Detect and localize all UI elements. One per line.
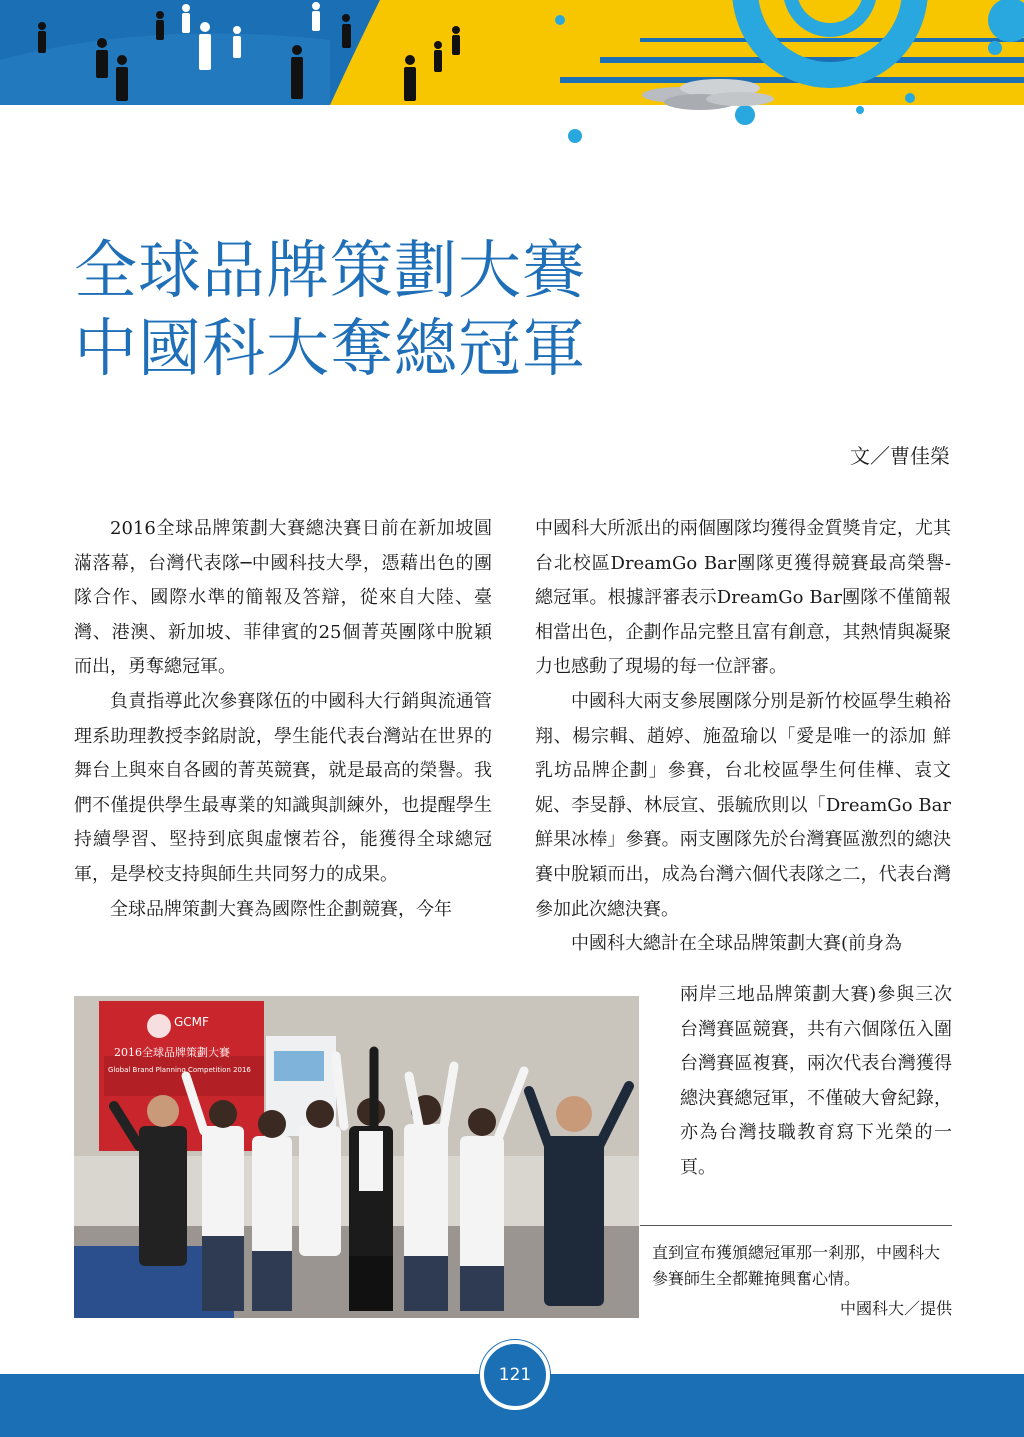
body-column-narrow (680, 978, 952, 1186)
byline: 文／曹佳榮 (850, 444, 950, 468)
title-line-2: 中國科大奪總冠軍 (74, 312, 586, 385)
photo-credit: 中國科大／提供 (839, 1299, 952, 1318)
caption-divider (640, 1225, 952, 1226)
header-banner (0, 0, 1024, 150)
header-graphic (0, 0, 1024, 150)
body-column-left (74, 512, 492, 927)
banner-title-text: 2016全球品牌策劃大賽 (114, 1046, 230, 1059)
article-title (74, 232, 774, 388)
paragraph: 中國科大總計在全球品牌策劃大賽(前身為 (571, 933, 903, 955)
title-line-1: 全球品牌策劃大賽 (74, 234, 586, 307)
photo-caption: 直到宣布獲頒總冠軍那一剎那，中國科大參賽師生全都難掩興奮心情。 (652, 1243, 941, 1288)
paragraph: 兩岸三地品牌策劃大賽)參與三次台灣賽區競賽，共有六個隊伍入圍台灣賽區複賽，兩次代表台灣獲得總決賽總冠軍，不僅破大會紀錄，亦為台灣技職教育寫下光榮的一頁。 (680, 984, 952, 1178)
paragraph: 中國科大所派出的兩個團隊均獲得金質獎肯定，尤其台北校區DreamGo Bar團隊更獲得競賽最高榮譽-總冠軍。根據評審表示DreamGo Bar團隊不僅簡報相當出色，企劃作品完整且富有創意，其熱情與凝聚力也感動了現場的每一位評審。 (535, 518, 951, 678)
paragraph: 2016全球品牌策劃大賽總決賽日前在新加坡圓滿落幕，台灣代表隊─中國科技大學，憑藉出色的團隊合作、國際水準的簡報及答辯，從來自大陸、臺灣、港澳、新加坡、菲律賓的25個菁英團隊中脫穎而出，勇奪總冠軍。 (74, 518, 492, 678)
page-number: 121 (480, 1340, 550, 1410)
paragraph: 全球品牌策劃大賽為國際性企劃競賽，今年 (110, 898, 452, 920)
team-photo (74, 996, 639, 1318)
banner-logo-text: GCMF (174, 1015, 209, 1029)
banner-subtitle-text: Global Brand Planning Competition 2016 (108, 1066, 251, 1074)
paragraph: 負責指導此次參賽隊伍的中國科大行銷與流通管理系助理教授李銘尉說，學生能代表台灣站在世界的舞台上與來自各國的菁英競賽，就是最高的榮譽。我們不僅提供學生最專業的知識與訓練外，也提醒學生持續學習、堅持到底與虛懷若谷，能獲得全球總冠軍，是學校支持與師生共同努力的成果。 (74, 690, 492, 885)
body-column-right (535, 512, 951, 962)
paragraph: 中國科大兩支參展團隊分別是新竹校區學生賴裕翔、楊宗輯、趙婷、施盈瑜以「愛是唯一的添加 鮮乳坊品牌企劃」參賽，台北校區學生何佳樺、袁文妮、李旻靜、林辰宣、張毓欣則以「DreamGo Bar鮮果冰棒」參賽。兩支團隊先於台灣賽區激烈的總決賽中脫穎而出，成為台灣六個代表隊之二，代表台灣參加此次總決賽。 (535, 690, 951, 920)
team-photo-image (74, 996, 639, 1318)
